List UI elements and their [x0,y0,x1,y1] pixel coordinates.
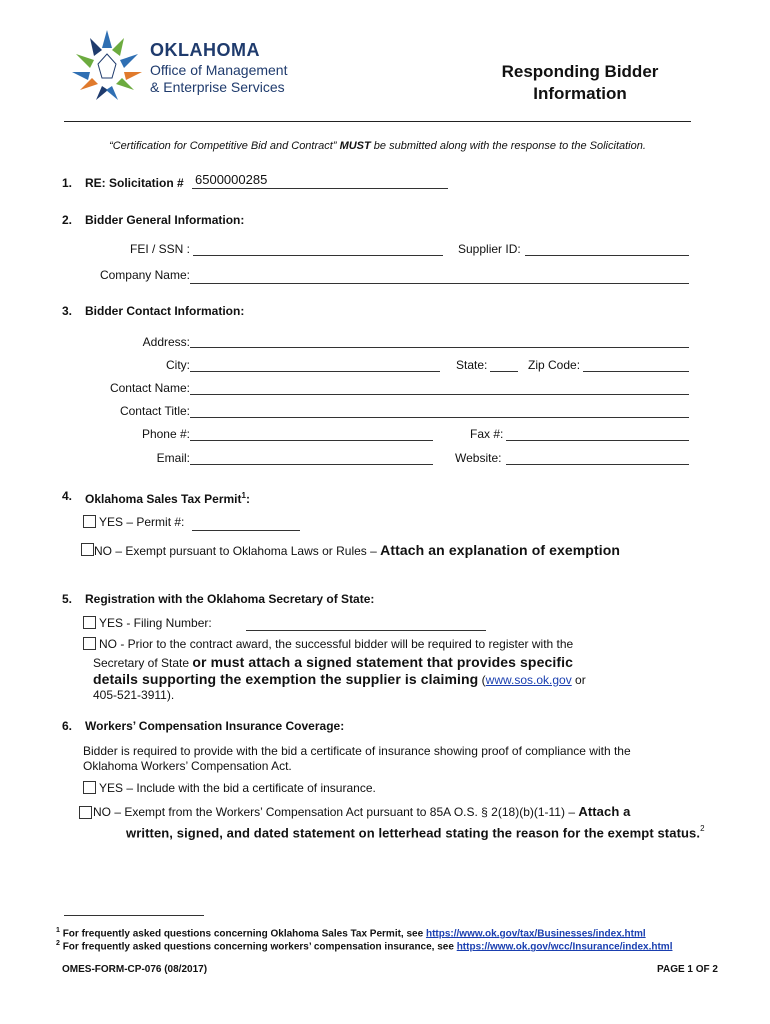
section-3-title: Bidder Contact Information: [85,304,245,318]
sos-no-line-3 [93,672,586,687]
instruction-post: be submitted along with the response to the Solicitation. [373,140,646,152]
workers-comp-para-line-1: Bidder is required to provide with the bid a certificate of insurance showing proof of compliance with the [83,744,631,758]
state-label: State: [456,358,488,372]
section-6-number: 6. [62,719,73,733]
solicitation-number[interactable]: 6500000285 [195,172,268,187]
sos-website-link[interactable]: www.sos.ok.gov [485,673,572,687]
contact-title-label: Contact Title: [119,404,190,418]
fei-ssn-field[interactable] [193,255,443,256]
sos-yes-label: YES - Filing Number: [99,616,212,630]
website-label: Website: [455,451,502,465]
org-line-3: & Enterprise Services [150,79,285,95]
omes-logo [68,28,328,108]
contact-name-field[interactable] [190,394,689,395]
org-name: OKLAHOMA [150,40,260,60]
page-number: PAGE 1 OF 2 [657,964,718,975]
phone-field[interactable] [190,440,433,441]
sales-tax-no-text: NO – Exempt pursuant to Oklahoma Laws or Rules – [94,544,381,558]
sos-no-line-2 [93,655,573,670]
address-label: Address: [142,335,190,349]
section-5-number: 5. [62,592,73,606]
footnote-2 [56,937,672,953]
sos-no-line-2-pre: Secretary of State [93,656,193,670]
page-title [470,61,690,105]
instruction-pre: “Certification for Competitive Bid and Contract” [109,140,337,152]
footnote-1-number: 1 [56,927,60,934]
section-5-title: Registration with the Oklahoma Secretary of State: [85,592,375,606]
sales-tax-no-emphasis: Attach an explanation of exemption [380,542,621,558]
supplier-id-field[interactable] [525,255,689,256]
phone-label: Phone #: [141,427,190,441]
workers-comp-no-emphasis-2: written, signed, and dated statement on letterhead stating the reason for the exempt status. [126,825,701,841]
sos-yes-checkbox[interactable] [83,616,96,629]
sales-tax-yes-label: YES – Permit #: [99,515,185,529]
fax-label: Fax #: [470,427,504,441]
zip-code-label: Zip Code: [528,358,581,372]
filing-number-field[interactable] [246,630,486,631]
org-line-2: Office of Management [150,62,288,78]
city-field[interactable] [190,371,440,372]
footnote-rule [64,915,204,916]
solicitation-underline [192,188,448,189]
section-4-title-text: Oklahoma Sales Tax Permit [85,492,242,506]
instruction [60,140,695,153]
sos-no-line-3-emphasis: details supporting the exemption the supplier is claiming [93,671,479,687]
company-name-field[interactable] [190,283,689,284]
workers-comp-no-emphasis-1: Attach a [578,804,631,819]
section-2-title: Bidder General Information: [85,213,245,227]
address-field[interactable] [190,347,689,348]
sales-tax-yes-checkbox[interactable] [83,515,96,528]
footnote-ref-2: 2 [700,824,705,833]
company-name-label: Company Name: [99,268,190,282]
form-id: OMES-FORM-CP-076 (08/2017) [62,964,208,975]
sos-no-line-3-post: or [571,673,586,687]
workers-comp-no-line-2 [126,824,705,842]
zip-code-field[interactable] [583,371,689,372]
sos-no-line-2-emphasis: or must attach a signed statement that provides specific [192,654,573,670]
workers-comp-para-line-2: Oklahoma Workers’ Compensation Act. [83,759,292,773]
sos-no-line-1: NO - Prior to the contract award, the successful bidder will be required to register with the [99,637,574,651]
email-label: Email: [156,451,190,465]
page-title-line-1: Responding Bidder [501,62,659,81]
email-field[interactable] [190,464,433,465]
sales-tax-no-label [94,543,620,558]
workers-comp-no-checkbox[interactable] [79,806,92,819]
contact-name-label: Contact Name: [109,381,190,395]
section-4-title [85,489,250,506]
city-label: City: [166,358,190,372]
section-2-number: 2. [62,213,73,227]
workers-comp-yes-label: YES – Include with the bid a certificate of insurance. [99,781,376,795]
footnote-1-link[interactable]: https://www.ok.gov/tax/Businesses/index.html [425,928,646,940]
oklahoma-star-logo-icon [68,28,146,106]
section-1-number: 1. [62,176,73,190]
workers-comp-no-text: NO – Exempt from the Workers’ Compensation Act pursuant to 85A O.S. § 2(18)(b)(1-11) – [93,805,579,819]
header-rule [64,121,691,122]
supplier-id-label: Supplier ID: [458,242,521,256]
section-4-number: 4. [62,489,73,503]
footnote-2-number: 2 [56,940,60,947]
page-title-line-2: Information [533,84,627,103]
footnote-ref-1: 1 [241,491,246,500]
section-6-title: Workers’ Compensation Insurance Coverage: [85,719,345,733]
instruction-must: MUST [339,140,371,152]
sos-no-checkbox[interactable] [83,637,96,650]
workers-comp-no-line-1 [93,805,630,819]
state-field[interactable] [490,371,518,372]
footnote-1-text: For frequently asked questions concerning Oklahoma Sales Tax Permit, see [62,928,426,940]
sos-paren-open: ( [478,673,486,687]
website-field[interactable] [506,464,689,465]
section-4-colon: : [245,492,250,506]
solicitation-label: RE: Solicitation # [85,176,184,190]
fei-ssn-label: FEI / SSN : [129,242,190,256]
section-3-number: 3. [62,304,73,318]
sales-tax-no-checkbox[interactable] [81,543,94,556]
footnote-2-link[interactable]: https://www.ok.gov/wcc/Insurance/index.html [456,941,673,953]
fax-field[interactable] [506,440,689,441]
contact-title-field[interactable] [190,417,689,418]
permit-number-field[interactable] [192,530,300,531]
workers-comp-yes-checkbox[interactable] [83,781,96,794]
footnote-2-text: For frequently asked questions concerning workers’ compensation insurance, see [62,941,457,953]
sos-no-line-4: 405-521-3911). [93,688,175,702]
